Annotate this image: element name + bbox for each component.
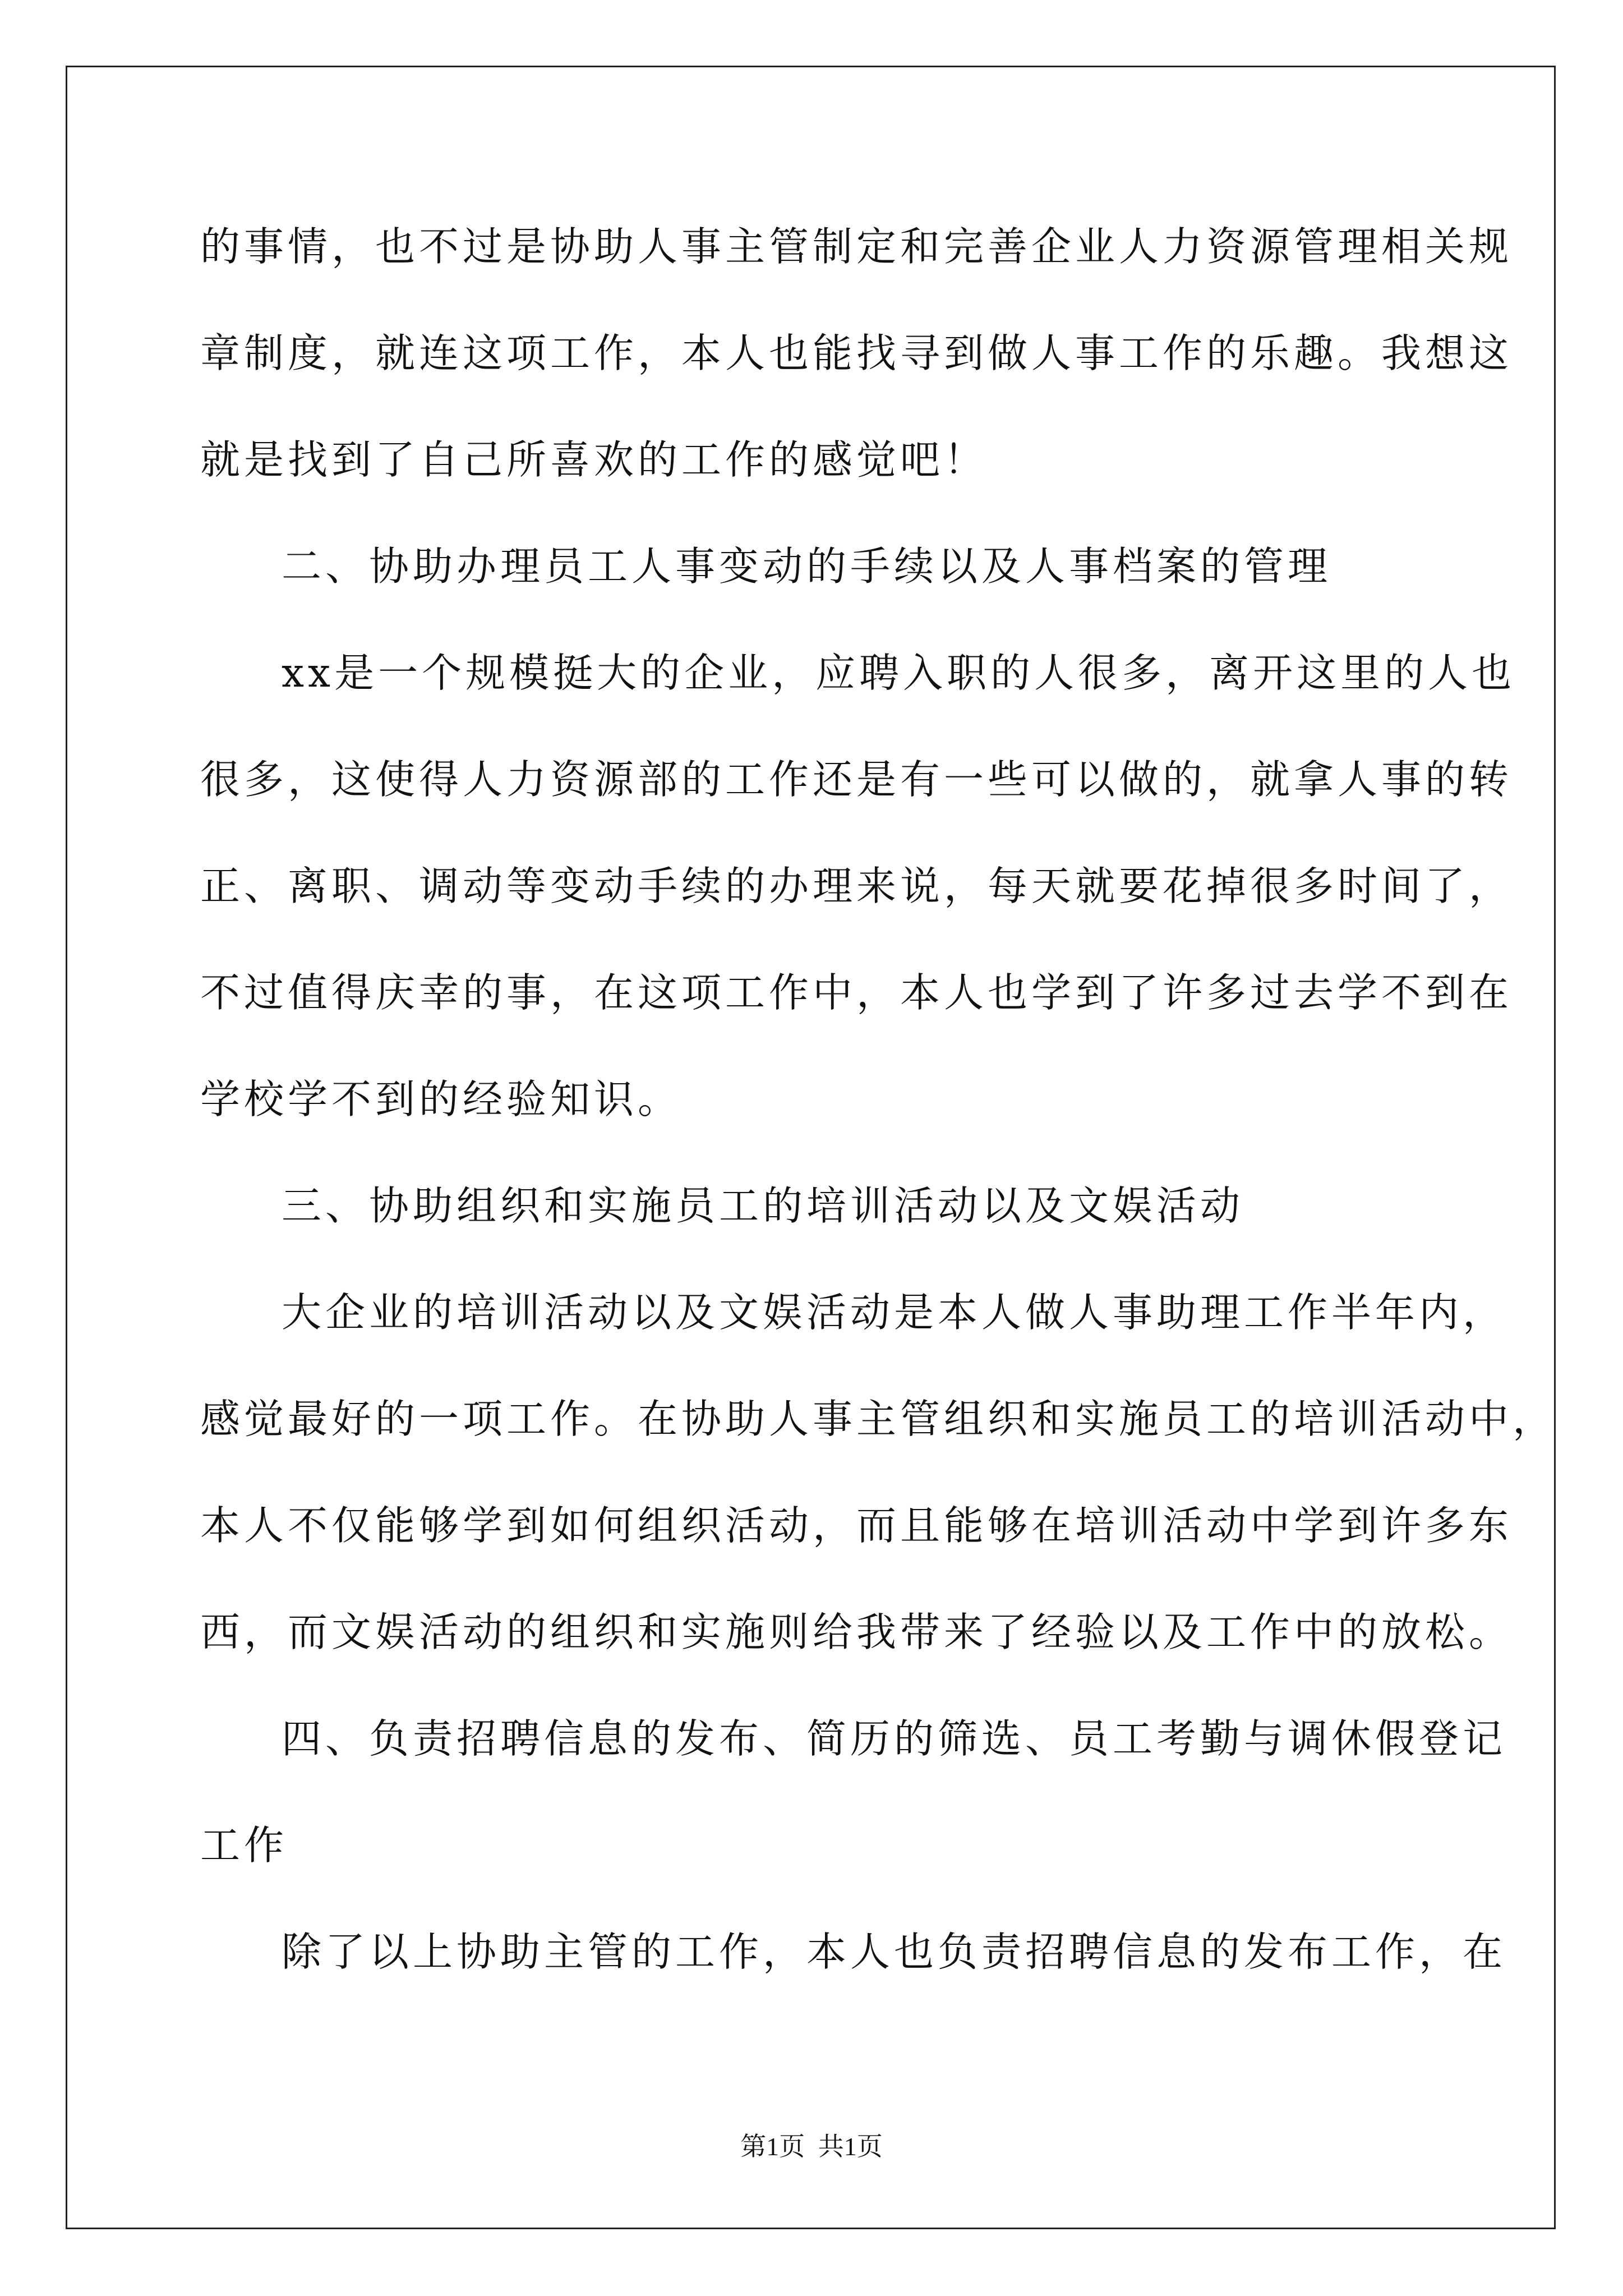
section-heading-continuation: 工作 xyxy=(200,1822,288,1869)
text-line: 本人不仅能够学到如何组织活动，而且能够在培训活动中学到许多东 xyxy=(200,1502,1513,1549)
text-line: 的事情，也不过是协助人事主管制定和完善企业人力资源管理相关规 xyxy=(200,223,1513,270)
text-line: 大企业的培训活动以及文娱活动是本人做人事助理工作半年内， xyxy=(282,1289,1507,1336)
text-line: 学校学不到的经验知识。 xyxy=(200,1076,682,1122)
page-border xyxy=(66,66,1556,2229)
section-heading: 三、协助组织和实施员工的培训活动以及文娱活动 xyxy=(282,1182,1244,1229)
text-line: 西，而文娱活动的组织和实施则给我带来了经验以及工作中的放松。 xyxy=(200,1609,1513,1655)
text-line: 很多，这使得人力资源部的工作还是有一些可以做的，就拿人事的转 xyxy=(200,756,1513,803)
text-line: 不过值得庆幸的事，在这项工作中，本人也学到了许多过去学不到在 xyxy=(200,969,1513,1016)
text-line: 感觉最好的一项工作。在协助人事主管组织和实施员工的培训活动中， xyxy=(200,1396,1557,1442)
text-line: 就是找到了自己所喜欢的工作的感觉吧！ xyxy=(200,436,988,483)
section-heading: 四、负责招聘信息的发布、简历的筛选、员工考勤与调休假登记 xyxy=(282,1715,1507,1762)
section-heading: 二、协助办理员工人事变动的手续以及人事档案的管理 xyxy=(282,543,1332,590)
page-number-footer: 第1页 共1页 xyxy=(740,2132,883,2161)
text-line: 除了以上协助主管的工作，本人也负责招聘信息的发布工作，在 xyxy=(282,1929,1507,1975)
text-line: xx是一个规模挺大的企业，应聘入职的人很多，离开这里的人也 xyxy=(282,650,1516,696)
text-line: 正、离职、调动等变动手续的办理来说，每天就要花掉很多时间了， xyxy=(200,863,1513,909)
text-line: 章制度，就连这项工作，本人也能找寻到做人事工作的乐趣。我想这 xyxy=(200,330,1513,376)
